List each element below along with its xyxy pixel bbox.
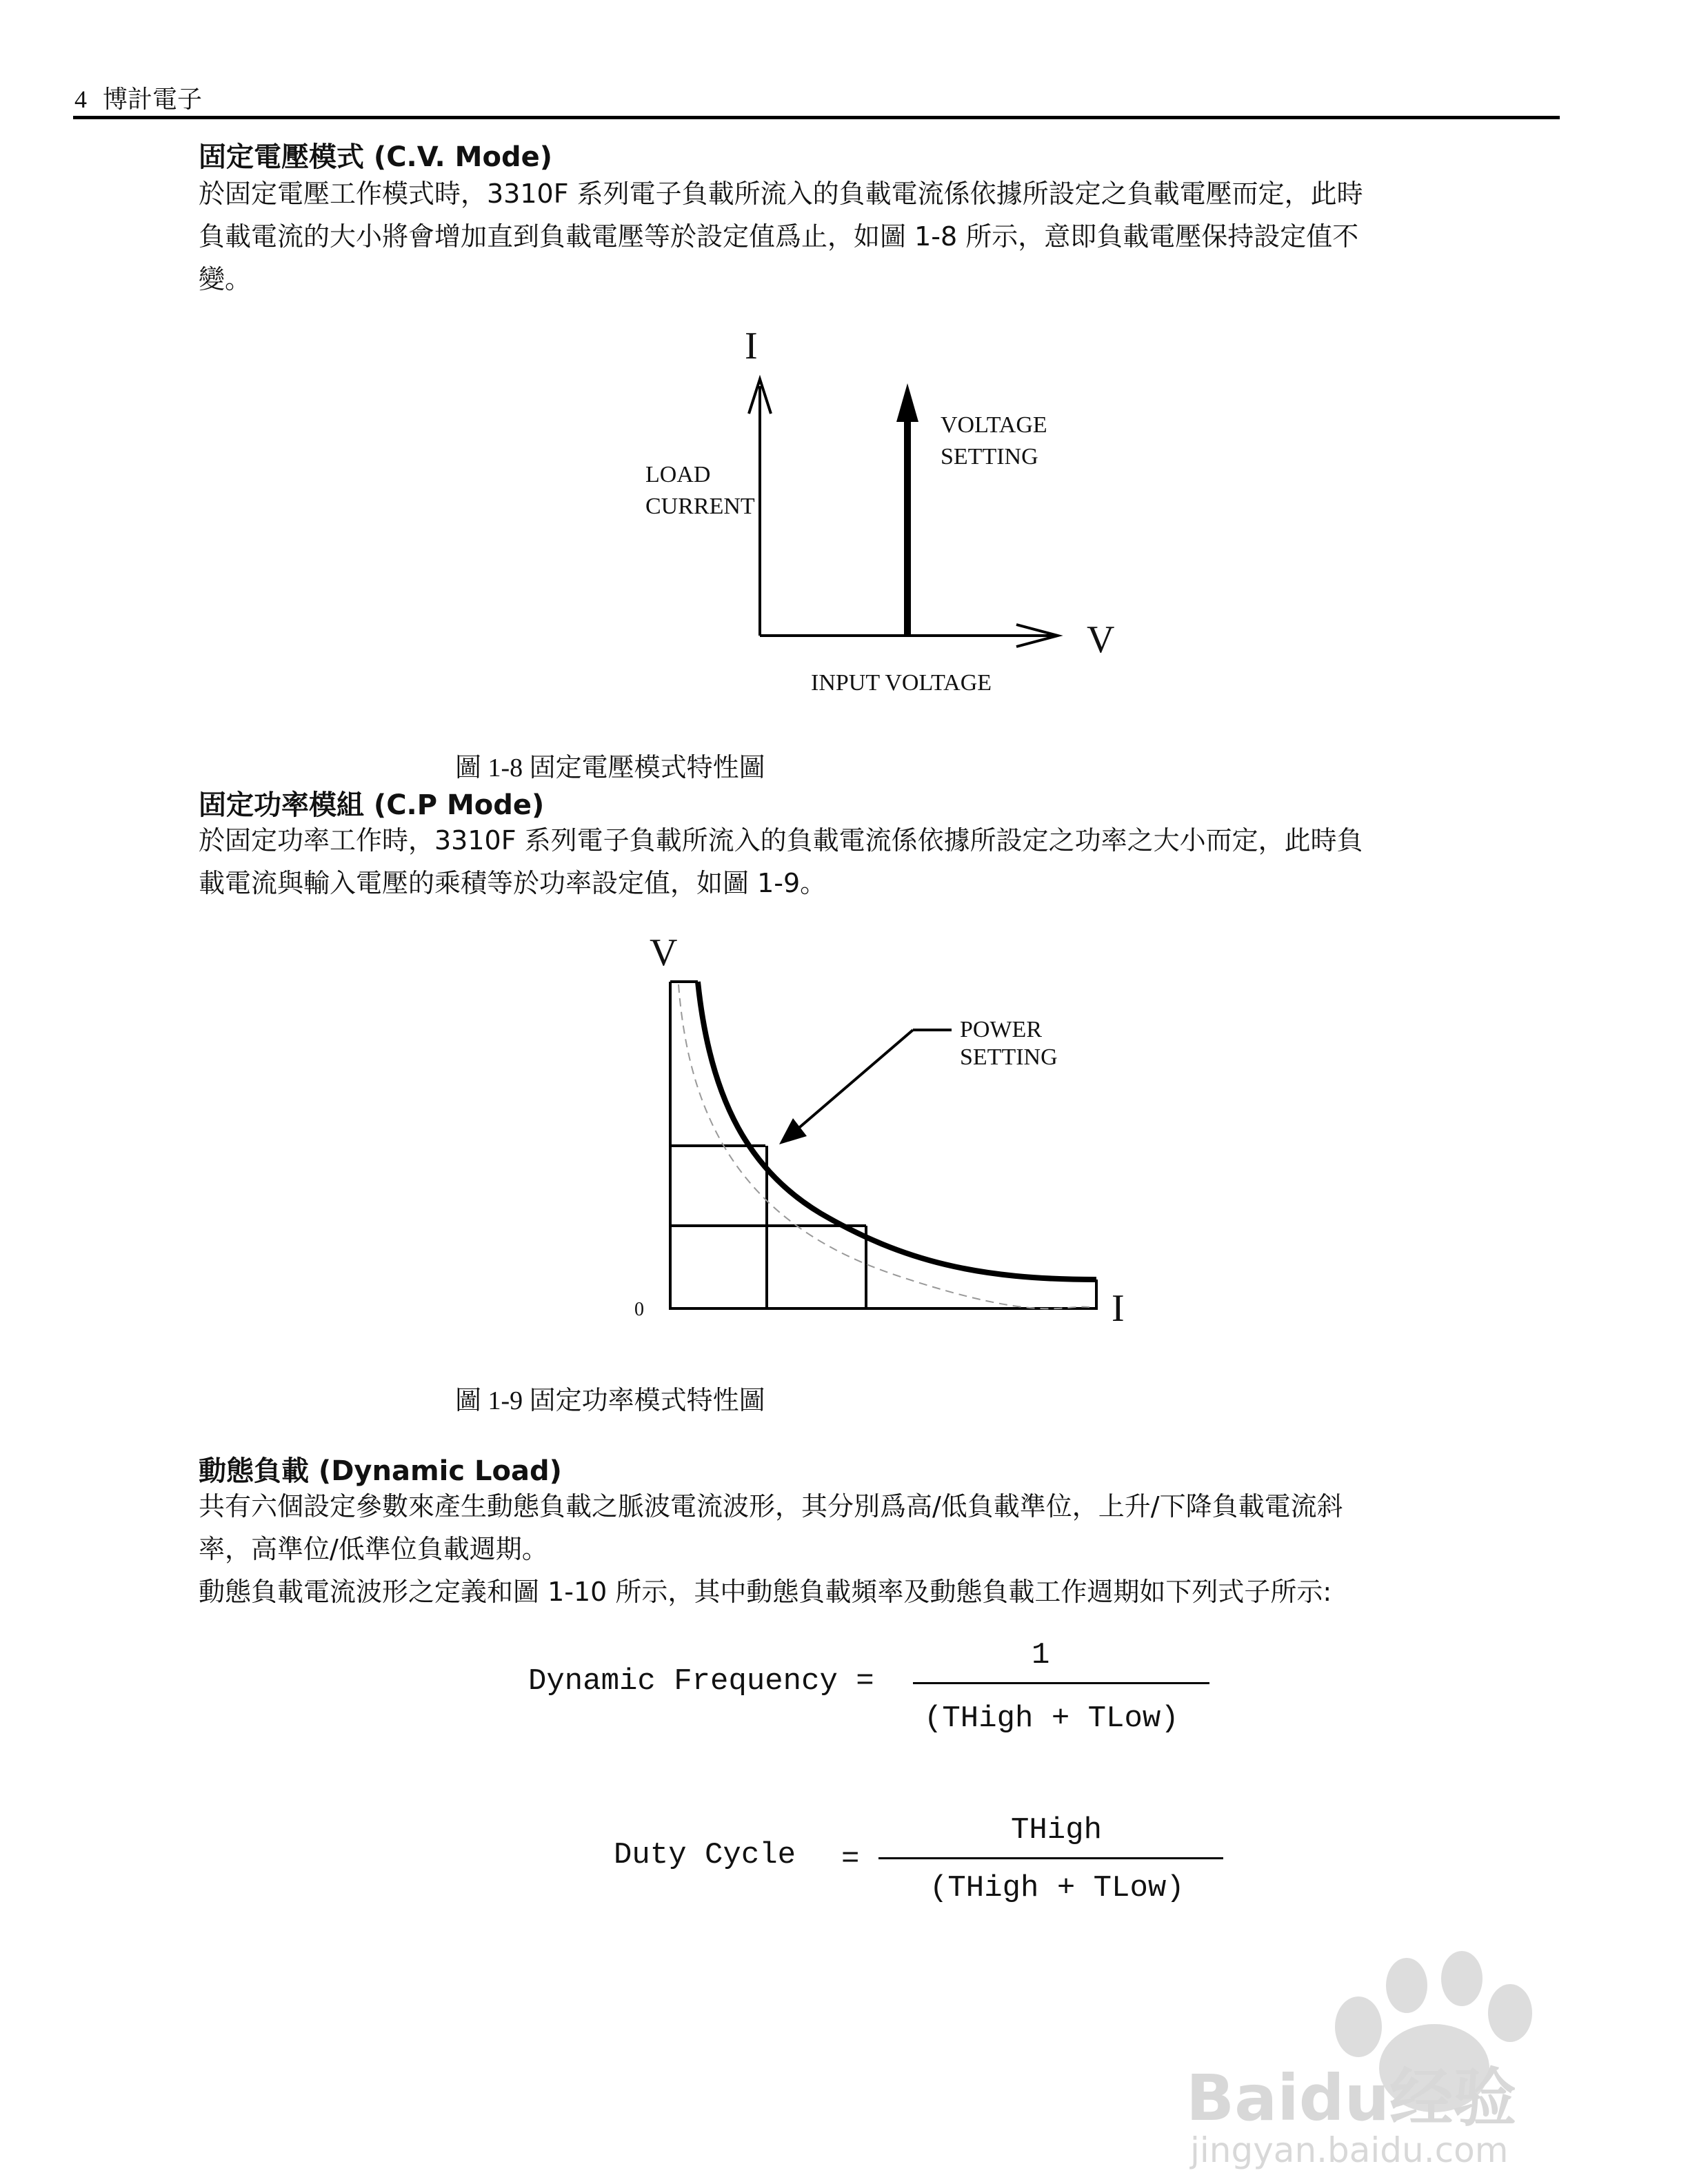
cp-heading: 固定功率模組 (C.P Mode) (199, 789, 545, 821)
cp-y-axis-symbol: V (650, 931, 678, 974)
cv-voltage-setting-line2: SETTING (941, 444, 1038, 469)
dynamic-heading: 動態負載 (Dynamic Load) (199, 1455, 562, 1487)
dynamic-para-line: 共有六個設定參數來產生動態負載之脈波電流波形，其分別爲高/低負載準位，上升/下降負載電流斜 (199, 1491, 1343, 1521)
cp-para-line: 於固定功率工作時，3310F 系列電子負載所流入的負載電流係依據所設定之功率之大小而定，此時負 (199, 825, 1363, 856)
cv-voltage-setting-label (941, 410, 1047, 473)
duty-equals: = (841, 1842, 860, 1877)
cv-load-current-line2: CURRENT (645, 494, 755, 519)
cv-paragraph (199, 172, 1564, 301)
cv-para-line: 變。 (199, 264, 252, 294)
freq-formula-label: Dynamic Frequency = (528, 1664, 874, 1699)
cv-x-axis-label: INPUT VOLTAGE (811, 670, 992, 696)
cp-power-setting-line2: SETTING (960, 1044, 1058, 1070)
freq-numerator: 1 (1032, 1638, 1050, 1672)
cv-x-arrowhead (1016, 625, 1058, 647)
company-name: 博計電子 (103, 85, 203, 113)
cp-power-setting-label (960, 1016, 1058, 1071)
cp-power-setting-line1: POWER (960, 1017, 1042, 1042)
cv-x-axis-symbol: V (1087, 618, 1115, 661)
cv-load-current-line1: LOAD (645, 462, 711, 487)
cp-pointer-line (796, 1030, 913, 1131)
baidu-watermark (1186, 1923, 1600, 2172)
watermark-url: jingyan.baidu.com (1190, 2130, 1509, 2170)
cv-heading: 固定電壓模式 (C.V. Mode) (199, 141, 553, 173)
header-rule (73, 116, 1560, 119)
cp-grid (670, 1146, 866, 1308)
cv-para-line: 負載電流的大小將會增加直到負載電壓等於設定值爲止，如圖 1-8 所示，意即負載電壓保持設定值不 (199, 221, 1359, 252)
cp-origin-label: 0 (634, 1299, 644, 1320)
watermark-brand: Baidu经验 (1186, 2061, 1517, 2135)
duty-numerator: THigh (1011, 1813, 1103, 1848)
page-header (74, 80, 202, 115)
cp-pointer-arrowhead (779, 1118, 807, 1144)
dynamic-para-line: 動態負載電流波形之定義和圖 1-10 所示，其中動態負載頻率及動態負載工作週期如下列式子所示: (199, 1577, 1332, 1607)
cv-y-axis-symbol: I (745, 325, 758, 367)
cv-voltage-setting-line1: VOLTAGE (941, 412, 1047, 438)
page-number: 4 (74, 85, 87, 113)
duty-formula-label: Duty Cycle (614, 1838, 796, 1872)
dynamic-para-line: 率，高準位/低準位負載週期。 (199, 1534, 548, 1564)
freq-denominator: (THigh + TLow) (924, 1701, 1179, 1736)
figure-1-8-caption: 圖 1-8 固定電壓模式特性圖 (455, 754, 765, 782)
cv-load-current-label (645, 459, 755, 523)
freq-fraction-bar (913, 1682, 1209, 1684)
cp-paragraph (199, 819, 1564, 904)
cp-para-line: 載電流與輸入電壓的乘積等於功率設定值，如圖 1-9。 (199, 868, 827, 898)
cv-y-arrowhead (749, 379, 771, 414)
cv-voltage-setting-arrowhead (896, 383, 918, 422)
duty-denominator: (THigh + TLow) (930, 1871, 1185, 1905)
cp-x-axis-symbol: I (1112, 1287, 1125, 1330)
figure-1-9-caption: 圖 1-9 固定功率模式特性圖 (455, 1386, 765, 1415)
cv-para-line: 於固定電壓工作模式時，3310F 系列電子負載所流入的負載電流係依據所設定之負載電壓而定，此時 (199, 179, 1363, 209)
duty-fraction-bar (878, 1857, 1223, 1859)
dynamic-paragraph (199, 1485, 1564, 1613)
